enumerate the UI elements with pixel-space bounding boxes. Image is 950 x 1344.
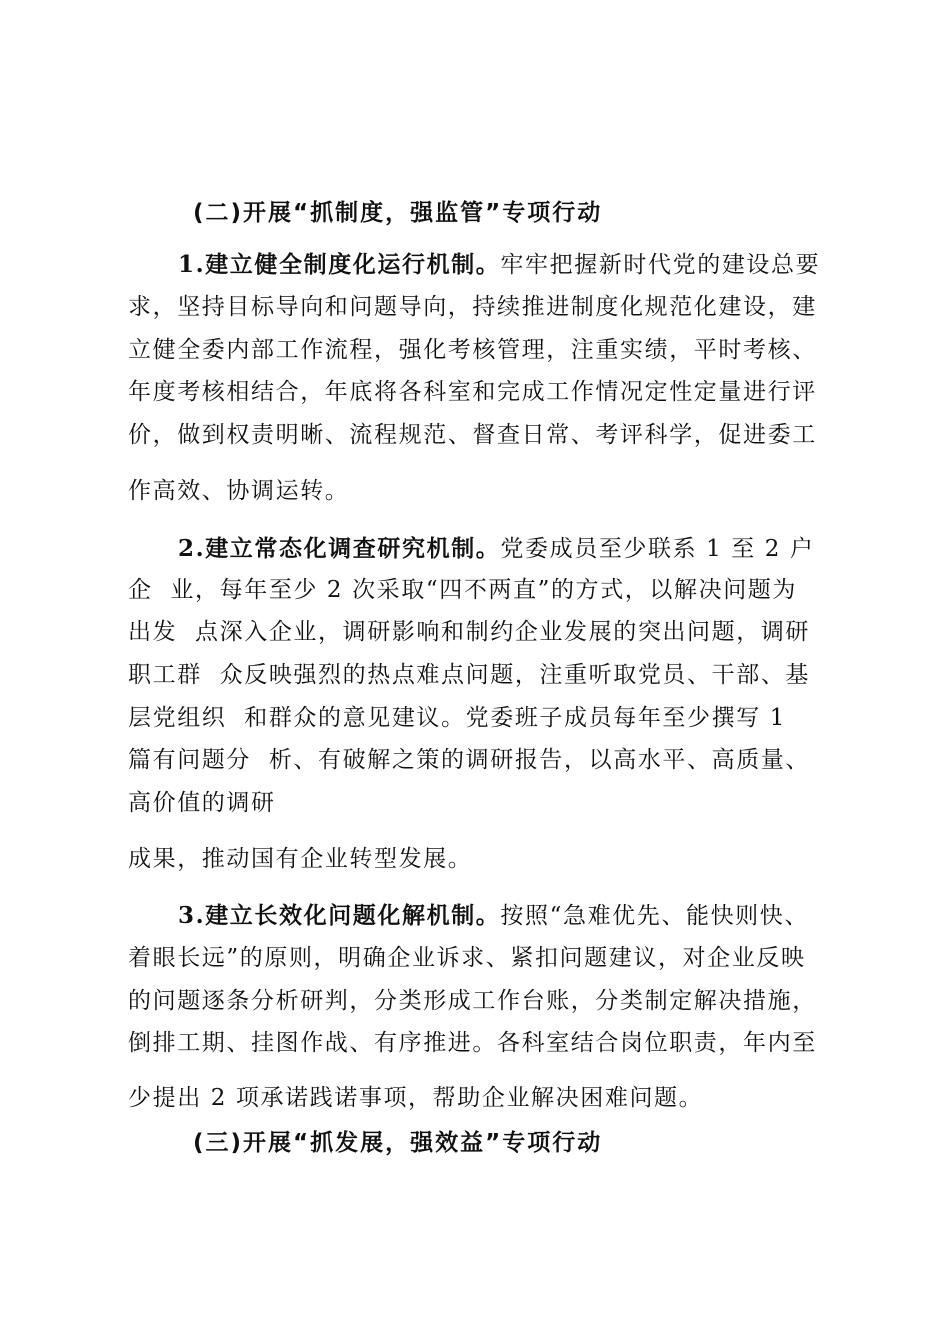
- paragraph-line: 求，坚持目标导向和问题导向，持续推进制度化规范化建设，建: [128, 294, 817, 320]
- paragraph-line: 层党组织 和群众的意见建议。党委班子成员每年至少撰写 1: [128, 705, 786, 731]
- paragraph-line: 立健全委内部工作流程，强化考核管理，注重实绩，平时考核、: [128, 337, 817, 363]
- section-heading: (二)开展“抓制度，强监管”专项行动: [193, 200, 603, 226]
- paragraph-line: 少提出 2 项承诺践诺事项，帮助企业解决困难问题。: [128, 1085, 704, 1111]
- paragraph-line: 价，做到权责明晰、流程规范、督查日常、考评科学，促进委工: [128, 422, 817, 448]
- item-text: 党委成员至少联系 1 至 2 户: [500, 536, 815, 562]
- paragraph-first-line: [178, 534, 815, 564]
- item-title: 1.建立健全制度化运行机制。: [178, 251, 501, 278]
- paragraph-line: 篇有问题分 析、有破解之策的调研报告，以高水平、高质量、: [128, 747, 811, 773]
- section-heading: (三)开展“抓发展，强效益”专项行动: [193, 1130, 603, 1156]
- paragraph-line: 职工群 众反映强烈的热点难点问题，注重听取党员、干部、基: [128, 662, 811, 688]
- paragraph-first-line: [178, 250, 820, 280]
- paragraph-line: 年度考核相结合，年底将各科室和完成工作情况定性定量进行评: [128, 379, 817, 405]
- paragraph-line: 企 业，每年至少 2 次采取“四不两直”的方式，以解决问题为: [128, 577, 797, 603]
- item-title: 2.建立常态化调查研究机制。: [178, 535, 501, 562]
- paragraph-line: 高价值的调研: [128, 790, 276, 816]
- paragraph-line: 作高效、协调运转。: [128, 478, 350, 504]
- paragraph-line: 倒排工期、挂图作战、有序推进。各科室结合岗位职责，年内至: [128, 1030, 817, 1056]
- item-text: 牢牢把握新时代党的建设总要: [500, 252, 821, 278]
- paragraph-line: 出发 点深入企业，调研影响和制约企业发展的突出问题，调研: [128, 619, 811, 645]
- paragraph-line: 着眼长远”的原则，明确企业诉求、紧扣问题建议，对企业反映: [128, 945, 806, 971]
- item-text: 按照“急难优先、能快则快、: [500, 903, 809, 929]
- item-title: 3.建立长效化问题化解机制。: [178, 902, 501, 929]
- paragraph-line: 成果，推动国有企业转型发展。: [128, 846, 473, 872]
- paragraph-first-line: [178, 901, 809, 931]
- paragraph-line: 的问题逐条分析研判，分类形成工作台账，分类制定解决措施，: [128, 988, 817, 1014]
